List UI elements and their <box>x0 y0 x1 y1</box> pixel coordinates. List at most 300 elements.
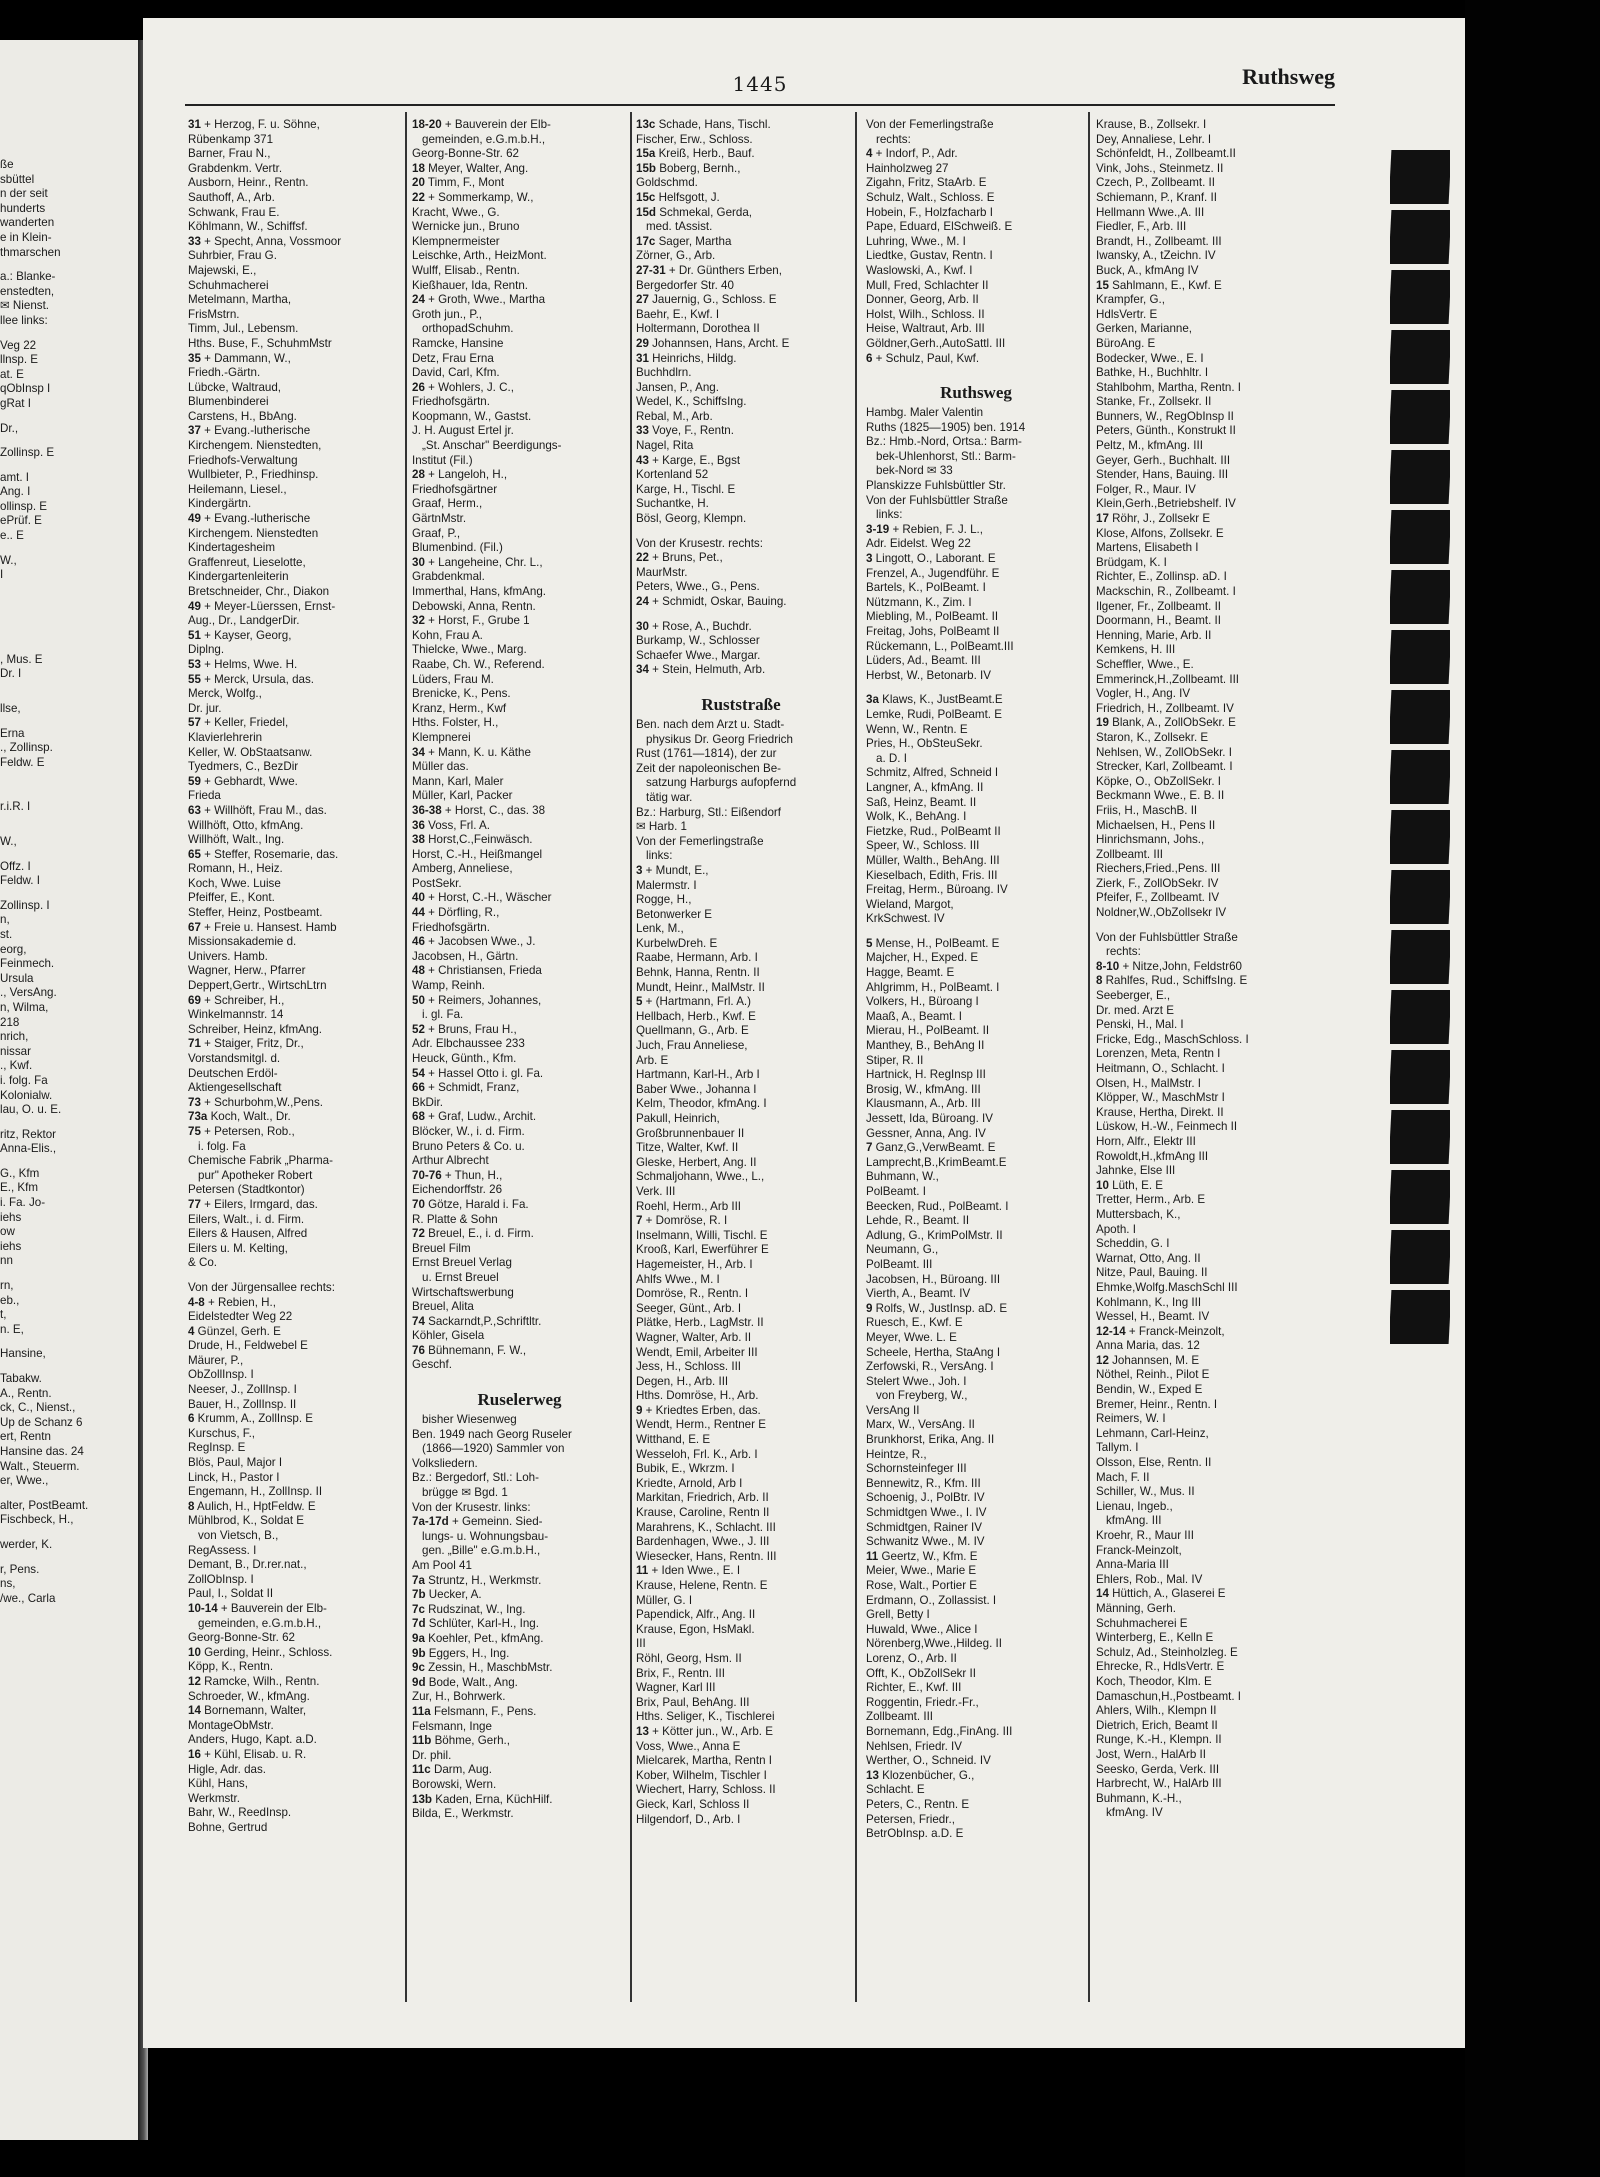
house-number: 15d <box>636 205 656 219</box>
directory-line: Klavierlehrerin <box>188 730 263 744</box>
directory-line: Rebal, M., Arb. <box>636 409 713 423</box>
directory-line: Majcher, H., Exped. E <box>866 951 979 965</box>
directory-line: 54 + Hassel Otto i. gl. Fa. <box>412 1066 544 1080</box>
directory-line: Zur, H., Bohrwerk. <box>412 1690 506 1704</box>
directory-line: Schmitz, Alfred, Schneid I <box>866 766 999 780</box>
directory-line: Lenk, M., <box>636 922 684 936</box>
directory-line: Schönfeldt, H., Zollbeamt.II <box>1096 147 1236 161</box>
directory-line: Ruths (1825—1905) ben. 1914 <box>866 420 1026 434</box>
house-number: 75 <box>188 1124 201 1138</box>
house-number: 9 <box>636 1403 643 1417</box>
directory-line: Wagner, Walter, Arb. II <box>636 1330 752 1344</box>
directory-line: 65 + Steffer, Rosemarie, das. <box>188 847 339 861</box>
directory-line: 11 + Iden Wwe., E. I <box>636 1564 741 1578</box>
directory-line: Scheffler, Wwe., E. <box>1096 657 1194 671</box>
directory-line: 70-76 + Thun, H., <box>412 1168 503 1182</box>
directory-line: Speer, W., Schloss. III <box>866 839 980 853</box>
directory-line: Czech, P., Zollbeamt. II <box>1096 176 1215 190</box>
directory-line: Von der Krusestr. rechts: <box>636 536 763 550</box>
directory-line: Neumann, G., <box>866 1243 939 1257</box>
house-number: 3-19 <box>866 522 890 536</box>
directory-line: Nörenberg,Wwe.,Hildeg. II <box>866 1637 1002 1651</box>
house-number: 29 <box>636 336 649 350</box>
directory-line: Horn, Alfr., Elektr III <box>1096 1134 1196 1148</box>
directory-line: Zollinsp. E <box>0 446 55 460</box>
directory-line: ., Kwf. <box>0 1059 33 1073</box>
house-number: 22 <box>412 190 425 204</box>
directory-line: Kranz, Herm., Kwf <box>412 701 507 715</box>
directory-line: orthopadSchuhm. <box>422 322 514 336</box>
directory-line: 37 + Evang.-lutherische <box>188 424 311 438</box>
spacer <box>0 633 128 643</box>
directory-line: Suhrbier, Frau G. <box>188 249 277 263</box>
directory-line: Von der Femerlingstraße <box>866 118 994 131</box>
directory-line: Amberg, Anneliese, <box>412 862 513 876</box>
house-number: 9 <box>866 1301 873 1315</box>
house-number: 13b <box>412 1792 432 1806</box>
directory-line: Huwald, Wwe., Alice I <box>866 1622 978 1636</box>
directory-line: Friis, H., MaschB. II <box>1096 803 1198 817</box>
directory-line: Barner, Frau N., <box>188 147 271 161</box>
house-number: 30 <box>636 619 649 633</box>
directory-line: Beecken, Rud., PolBeamt. I <box>866 1199 1009 1213</box>
directory-line: 6 Krumm, A., ZollInsp. E <box>188 1412 313 1426</box>
house-number: 46 <box>412 935 425 949</box>
directory-line: Lamprecht,B.,KrimBeamt.E <box>866 1155 1007 1169</box>
directory-line: Lehde, R., Beamt. II <box>866 1214 970 1228</box>
directory-line: Demant, B., Dr.rer.nat., <box>188 1558 307 1572</box>
directory-line: 9d Bode, Walt., Ang. <box>412 1675 518 1689</box>
directory-line: Bz.: Harburg, Stl.: Eißendorf <box>636 805 781 819</box>
directory-line: kfmAng. III <box>1106 1514 1162 1528</box>
directory-line: Wiesecker, Hans, Rentn. III <box>636 1549 777 1563</box>
directory-line: 6 + Schulz, Paul, Kwf. <box>866 351 980 365</box>
directory-line: 13 + Kötter jun., W., Arb. E <box>636 1724 773 1738</box>
directory-line: Steffer, Heinz, Postbeamt. <box>188 906 323 920</box>
directory-line: st. <box>0 927 13 941</box>
directory-line: Hainholzweg 27 <box>866 161 949 175</box>
spacer <box>0 780 128 790</box>
directory-line: i. folg. Fa <box>198 1139 246 1153</box>
directory-line: Veg 22 <box>0 338 37 352</box>
house-number: 9a <box>412 1631 425 1645</box>
house-number: 33 <box>188 234 201 248</box>
house-number: 8 <box>188 1499 195 1513</box>
directory-line: Graaf, P., <box>412 526 461 540</box>
directory-line: Zeit der napoleonischen Be- <box>636 761 782 775</box>
directory-line: FrisMstrn. <box>188 307 240 321</box>
house-number: 9c <box>412 1661 425 1675</box>
directory-line: n, Wilma, <box>0 1000 49 1014</box>
directory-line: 17c Sager, Martha <box>636 234 732 248</box>
house-number: 55 <box>188 672 201 686</box>
directory-line: a.: Blanke- <box>0 270 56 284</box>
directory-line: lau, O. u. E. <box>0 1103 62 1117</box>
directory-line: tätig war. <box>646 790 693 804</box>
directory-line: 10 Gerding, Heinr., Schloss. <box>188 1645 333 1659</box>
directory-line: Baehr, E., Kwf. I <box>636 307 720 321</box>
house-number: 76 <box>412 1343 425 1357</box>
directory-line: i. gl. Fa. <box>422 1008 464 1022</box>
directory-line: W., <box>0 553 17 567</box>
directory-line: Seesko, Gerda, Verk. III <box>1096 1762 1220 1776</box>
directory-line: Higle, Adr. das. <box>188 1762 266 1776</box>
directory-line: Volksliedern. <box>412 1456 478 1470</box>
directory-line: Zerfowski, R., VersAng. I <box>866 1360 994 1374</box>
directory-line: Rose, Walt., Portier E <box>866 1579 978 1592</box>
directory-line: Kindergartenleiterin <box>188 570 289 584</box>
directory-line: ow <box>0 1225 15 1239</box>
directory-line: Feldw. I <box>0 874 40 888</box>
directory-line: Bornemann, Edg.,FinAng. III <box>866 1724 1013 1738</box>
spacer <box>0 329 128 339</box>
left-page-fragment <box>0 40 140 2140</box>
directory-line: Willhöft, Walt., Ing. <box>188 833 285 847</box>
directory-line: llnsp. E <box>0 353 39 367</box>
directory-line: Stahlbohm, Martha, Rentn. I <box>1096 380 1241 394</box>
directory-line: III <box>636 1637 646 1651</box>
directory-line: Bauer, H., ZollInsp. II <box>188 1397 297 1411</box>
directory-line: 44 + Dörfling, R., <box>412 906 500 920</box>
directory-line: eorg, <box>0 942 27 956</box>
directory-line: n, <box>0 913 10 927</box>
directory-line: Nehlsen, W., ZollObSekr. I <box>1096 745 1232 759</box>
directory-line: eb., <box>0 1293 20 1307</box>
directory-line: Brüdgam, K. I <box>1096 555 1167 569</box>
directory-line: Vogler, H., Ang. IV <box>1096 687 1191 701</box>
directory-line: A., Rentn. <box>0 1386 52 1400</box>
directory-line: MaurMstr. <box>636 565 688 579</box>
directory-line: 7d Schlüter, Karl-H., Ing. <box>412 1617 539 1631</box>
directory-line: 53 + Helms, Wwe. H. <box>188 657 298 671</box>
directory-line: Dr. med. Arzt E <box>1096 1003 1174 1017</box>
directory-line: Köpp, K., Rentn. <box>188 1660 274 1674</box>
directory-line: 7c Rudszinat, W., Ing. <box>412 1602 526 1616</box>
directory-line: 9 Rolfs, W., JustInsp. aD. E <box>866 1301 1008 1315</box>
house-number: 7c <box>412 1602 425 1616</box>
directory-line: Wedel, K., SchiffsIng. <box>636 395 747 409</box>
directory-line: Koopmann, W., Gastst. <box>412 409 532 423</box>
directory-line: 63 + Willhöft, Frau M., das. <box>188 803 327 817</box>
house-number: 22 <box>636 551 649 565</box>
directory-line: GärtnMstr. <box>412 512 467 526</box>
directory-line: Marx, W., VersAng. II <box>866 1418 975 1432</box>
directory-line: Wiechert, Harry, Schloss. II <box>636 1783 776 1797</box>
directory-line: J. H. August Ertel jr. <box>412 424 514 438</box>
directory-line: er, Wwe., <box>0 1474 49 1488</box>
house-number: 36 <box>412 818 425 832</box>
house-number: 70-76 <box>412 1168 442 1182</box>
house-number: 13c <box>636 118 656 131</box>
directory-line: Peters, C., Rentn. E <box>866 1797 970 1811</box>
directory-line: 51 + Kayser, Georg, <box>188 628 292 642</box>
spacer <box>0 1489 128 1499</box>
directory-line: 15a Kreiß, Herb., Bauf. <box>636 147 755 161</box>
directory-line: sbüttel <box>0 172 35 186</box>
spacer <box>0 825 128 835</box>
directory-line: Köhlmann, W., Schiffsf. <box>188 220 308 234</box>
directory-line: Feldw. E <box>0 755 45 769</box>
house-number: 52 <box>412 1022 425 1036</box>
directory-line: 12 Johannsen, M. E <box>1096 1353 1200 1367</box>
directory-line: 7b Uecker, A. <box>412 1588 482 1602</box>
directory-line: Deppert,Gertr., WirtschLtrn <box>188 979 327 993</box>
directory-line: Graffenreut, Lieselotte, <box>188 555 306 569</box>
directory-line: ZollObInsp. I <box>188 1572 254 1586</box>
directory-line: Zollbeamt. III <box>1096 847 1164 861</box>
directory-line: Großbrunnenbauer II <box>636 1126 745 1140</box>
directory-line: Immerthal, Hans, kfmAng. <box>412 585 547 598</box>
directory-line: Maaß, A., Beamt. I <box>866 1009 963 1023</box>
directory-line: Dr. I <box>0 667 22 681</box>
directory-line: med. tAssist. <box>646 220 713 234</box>
directory-line: 26 + Wohlers, J. C., <box>412 380 514 394</box>
directory-line: Heilemann, Liesel., <box>188 482 287 496</box>
directory-line: Jacobsen, H., Gärtn. <box>412 949 519 963</box>
directory-line: Hths. Buse, F., SchuhmMstr <box>188 336 332 350</box>
house-number: 26 <box>412 380 425 394</box>
directory-line: Blös, Paul, Major I <box>188 1456 283 1470</box>
directory-line: Papendick, Alfr., Ang. II <box>636 1608 756 1622</box>
house-number: 38 <box>412 833 425 847</box>
directory-line: Damaschun,H.,Postbeamt. I <box>1096 1689 1241 1703</box>
directory-line: hunderts <box>0 201 46 215</box>
directory-line: Eilers, Walt., i. d. Firm. <box>188 1212 305 1226</box>
directory-line: ., Zollinsp. <box>0 741 53 755</box>
house-number: 11 <box>866 1549 879 1563</box>
directory-line: Walt., Steuerm. <box>0 1459 80 1473</box>
directory-line: r.i.R. I <box>0 800 31 814</box>
directory-line: Hobein, F., Holzfacharb I <box>866 205 993 219</box>
directory-line: Gleske, Herbert, Ang. II <box>636 1155 757 1169</box>
directory-line: Malermstr. I <box>636 878 697 892</box>
directory-line: iehs <box>0 1239 22 1253</box>
house-number: 18-20 <box>412 118 442 131</box>
directory-line: Inselmann, Willi, Tischl. E <box>636 1228 768 1242</box>
directory-line: Kelm, Theodor, kfmAng. I <box>636 1097 767 1111</box>
directory-line: Hths. Domröse, H., Arb. <box>636 1389 759 1403</box>
house-number: 15a <box>636 147 656 161</box>
directory-line: Kroehr, R., Maur III <box>1096 1529 1194 1542</box>
directory-line: Zollbeamt. III <box>866 1710 934 1724</box>
house-number: 9b <box>412 1646 426 1660</box>
directory-line: thmarschen <box>0 245 61 259</box>
directory-line: Klöpper, W., MaschMstr I <box>1096 1091 1225 1105</box>
directory-line: Heintze, R., <box>866 1447 927 1461</box>
directory-line: Krooß, Karl, Ewerführer E <box>636 1243 769 1257</box>
directory-line: Engemann, H., ZollInsp. II <box>188 1485 323 1499</box>
street-heading: Ruselerweg <box>477 1390 562 1410</box>
column-divider <box>405 112 407 2002</box>
directory-line: 28 + Langeloh, H., <box>412 468 508 482</box>
directory-line: Jessett, Ida, Büroang. IV <box>866 1112 993 1125</box>
directory-line: brügge ✉ Bgd. 1 <box>422 1486 508 1500</box>
directory-line: Rückemann, L., PolBeamt.III <box>866 639 1014 653</box>
directory-line: Bohne, Gertrud <box>188 1820 268 1834</box>
house-number: 65 <box>188 847 201 861</box>
spacer <box>0 461 128 471</box>
column-5 <box>1096 118 1336 1998</box>
house-number: 67 <box>188 920 201 934</box>
house-number: 6 <box>188 1412 195 1426</box>
spacer <box>0 412 128 422</box>
directory-line: Kracht, Wwe., G. <box>412 205 500 219</box>
directory-line: Strecker, Karl, Zollbeamt. I <box>1096 760 1233 774</box>
directory-line: ObZollInsp. I <box>188 1368 254 1382</box>
directory-line: Kirchengem. Nienstedten <box>188 526 319 540</box>
directory-line: Brosig, W., kfmAng. III <box>866 1082 981 1096</box>
directory-line: 49 + Evang.-lutherische <box>188 512 311 526</box>
directory-line: Fischbeck, H., <box>0 1513 74 1527</box>
directory-line: 33 Voye, F., Rentn. <box>636 424 734 438</box>
directory-line: 55 + Merck, Ursula, das. <box>188 672 314 686</box>
directory-line: Lienau, Ingeb., <box>1096 1499 1173 1513</box>
directory-line: rechts: <box>1106 945 1141 959</box>
directory-line: Klempnermeister <box>412 234 500 248</box>
directory-line: Eilers & Hausen, Alfred <box>188 1227 308 1241</box>
directory-line: Grabdenkm. Vertr. <box>188 161 283 175</box>
directory-line: ritz, Rektor <box>0 1127 57 1141</box>
directory-line: 75 + Petersen, Rob., <box>188 1124 295 1138</box>
directory-line: 31 + Herzog, F. u. Söhne, <box>188 118 320 131</box>
directory-line: Zollinsp. I <box>0 898 50 912</box>
directory-line: Waslowski, A., Kwf. I <box>866 263 973 277</box>
directory-line: Metelmann, Martha, <box>188 293 292 307</box>
house-number: 34 <box>636 663 649 677</box>
directory-line: Adlung, G., KrimPolMstr. II <box>866 1228 1003 1242</box>
directory-line: Buhmann, K.-H., <box>1096 1791 1182 1805</box>
directory-line: alter, PostBeamt. <box>0 1498 89 1512</box>
directory-line: Gerken, Marianne, <box>1096 322 1193 336</box>
house-number: 70 <box>412 1197 425 1211</box>
directory-line: BkDir. <box>412 1095 443 1109</box>
directory-line: von Vietsch, B., <box>198 1529 279 1542</box>
directory-line: Grabdenkmal. <box>412 570 485 584</box>
directory-line: Kriedte, Arnold, Arb I <box>636 1476 743 1490</box>
directory-line: Fricke, Edg., MaschSchloss. I <box>1096 1032 1249 1046</box>
directory-line: Keller, W. ObStaatsanw. <box>188 745 313 759</box>
directory-line: E., Kfm <box>0 1181 39 1195</box>
directory-line: Tallym. I <box>1096 1441 1139 1455</box>
spacer <box>866 683 1086 693</box>
spacer <box>0 1528 128 1538</box>
directory-line: Heuck, Günth., Kfm. <box>412 1052 517 1065</box>
directory-line: Wamp, Reinh. <box>412 979 486 993</box>
house-number: 57 <box>188 716 201 730</box>
directory-line: Schuhmacherei E <box>1096 1616 1188 1630</box>
directory-line: Schmidtgen, Rainer IV <box>866 1520 982 1534</box>
house-number: 53 <box>188 657 201 671</box>
directory-line: Offt, K., ObZollSekr II <box>866 1666 976 1680</box>
directory-line: Dr., <box>0 421 19 435</box>
directory-line: R. Platte & Sohn <box>412 1212 498 1226</box>
directory-line: Liedtke, Gustav, Rentn. I <box>866 249 993 263</box>
directory-line: Plätke, Herb., LagMstr. II <box>636 1316 764 1330</box>
directory-line: /we., Carla <box>0 1591 56 1605</box>
directory-line: Holtermann, Dorothea II <box>636 322 760 336</box>
directory-line: Nehlsen, Friedr. IV <box>866 1739 963 1753</box>
house-number: 10-14 <box>188 1601 218 1615</box>
house-number: 40 <box>412 891 425 905</box>
directory-line: Peters, Wwe., G., Pens. <box>636 580 760 594</box>
directory-line: Noldner,W.,ObZollsekr IV <box>1096 906 1227 920</box>
house-number: 7 <box>636 1214 643 1228</box>
house-number: 15c <box>636 190 656 204</box>
spacer <box>0 544 128 554</box>
house-number: 12 <box>188 1674 201 1688</box>
house-number: 7 <box>866 1141 873 1155</box>
directory-line: Muttersbach, K., <box>1096 1207 1181 1221</box>
directory-line: lungs- u. Wohnungsbau- <box>422 1529 549 1543</box>
directory-line: 3 Lingott, O., Laborant. E <box>866 552 996 566</box>
directory-line: Ursula <box>0 971 34 985</box>
house-number: 5 <box>636 995 643 1009</box>
directory-line: Nöthel, Reinh., Pilot E <box>1096 1368 1210 1382</box>
house-number: 7b <box>412 1588 426 1602</box>
directory-line: 11a Felsmann, F., Pens. <box>412 1704 537 1718</box>
spacer <box>0 815 128 825</box>
house-number: 51 <box>188 628 201 642</box>
directory-line: Krause, Egon, HsMakl. <box>636 1622 755 1636</box>
spacer <box>0 1337 128 1347</box>
directory-line: Geyer, Gerh., Buchhalt. III <box>1096 453 1231 467</box>
directory-line: Kirchengem. Nienstedten, <box>188 439 322 453</box>
directory-line: Baber Wwe., Johanna I <box>636 1082 757 1096</box>
directory-line: gen. „Bille" e.G.m.b.H., <box>422 1544 541 1558</box>
directory-line: 218 <box>0 1015 20 1029</box>
directory-line: Wieland, Margot, <box>866 897 954 911</box>
directory-line: Ehrecke, R., HdlsVertr. E <box>1096 1660 1225 1674</box>
house-number: 20 <box>412 176 425 190</box>
directory-line: Scheddin, G. I <box>1096 1237 1170 1251</box>
directory-line: Bubik, E., Wkrzm. I <box>636 1462 735 1476</box>
directory-line: Bretschneider, Chr., Diakon <box>188 585 330 598</box>
directory-line: RegAssess. I <box>188 1543 257 1557</box>
directory-line: Kohlmann, K., Ing III <box>1096 1295 1202 1309</box>
directory-line: Blumenbinderei <box>188 395 269 409</box>
directory-line: Lehmann, Carl-Heinz, <box>1096 1426 1209 1440</box>
directory-line: 16 + Kühl, Elisab. u. R. <box>188 1747 307 1761</box>
house-number: 74 <box>412 1314 425 1328</box>
directory-line: Pakull, Heinrich, <box>636 1112 720 1125</box>
directory-line: e.. E <box>0 529 24 543</box>
directory-line: ck, C., Nienst., <box>0 1401 76 1415</box>
directory-line: Voss, Wwe., Anna E <box>636 1739 741 1753</box>
directory-line: bek-Nord ✉ 33 <box>876 464 953 478</box>
directory-line: Schroeder, W., kfmAng. <box>188 1689 310 1703</box>
directory-line: PolBeamt. I <box>866 1184 926 1198</box>
house-number: 8 <box>1096 974 1103 988</box>
directory-line: Apoth. I <box>1096 1222 1136 1236</box>
spacer <box>0 1118 128 1128</box>
directory-line: Mielcarek, Martha, Rentn I <box>636 1754 772 1768</box>
header-rule <box>185 104 1335 106</box>
directory-line: ePrüf. E <box>0 514 42 528</box>
directory-line: „St. Anschar" Beerdigungs- <box>422 439 562 453</box>
directory-line: 9b Eggers, H., Ing. <box>412 1646 510 1660</box>
directory-line: Klempnerei <box>412 730 471 744</box>
directory-line: Mäurer, P., <box>188 1353 244 1367</box>
directory-line: 67 + Freie u. Hansest. Hamb <box>188 920 337 934</box>
directory-line: links: <box>876 508 903 522</box>
directory-line: Wulff, Elisab., Rentn. <box>412 263 520 277</box>
house-number: 7a-17d <box>412 1515 449 1529</box>
directory-line: 12-14 + Franck-Meinzolt, <box>1096 1324 1225 1338</box>
house-number: 11a <box>412 1704 431 1718</box>
house-number: 19 <box>1096 716 1109 730</box>
column-2 <box>412 118 627 1998</box>
directory-line: Lüders, Frau M. <box>412 672 494 686</box>
